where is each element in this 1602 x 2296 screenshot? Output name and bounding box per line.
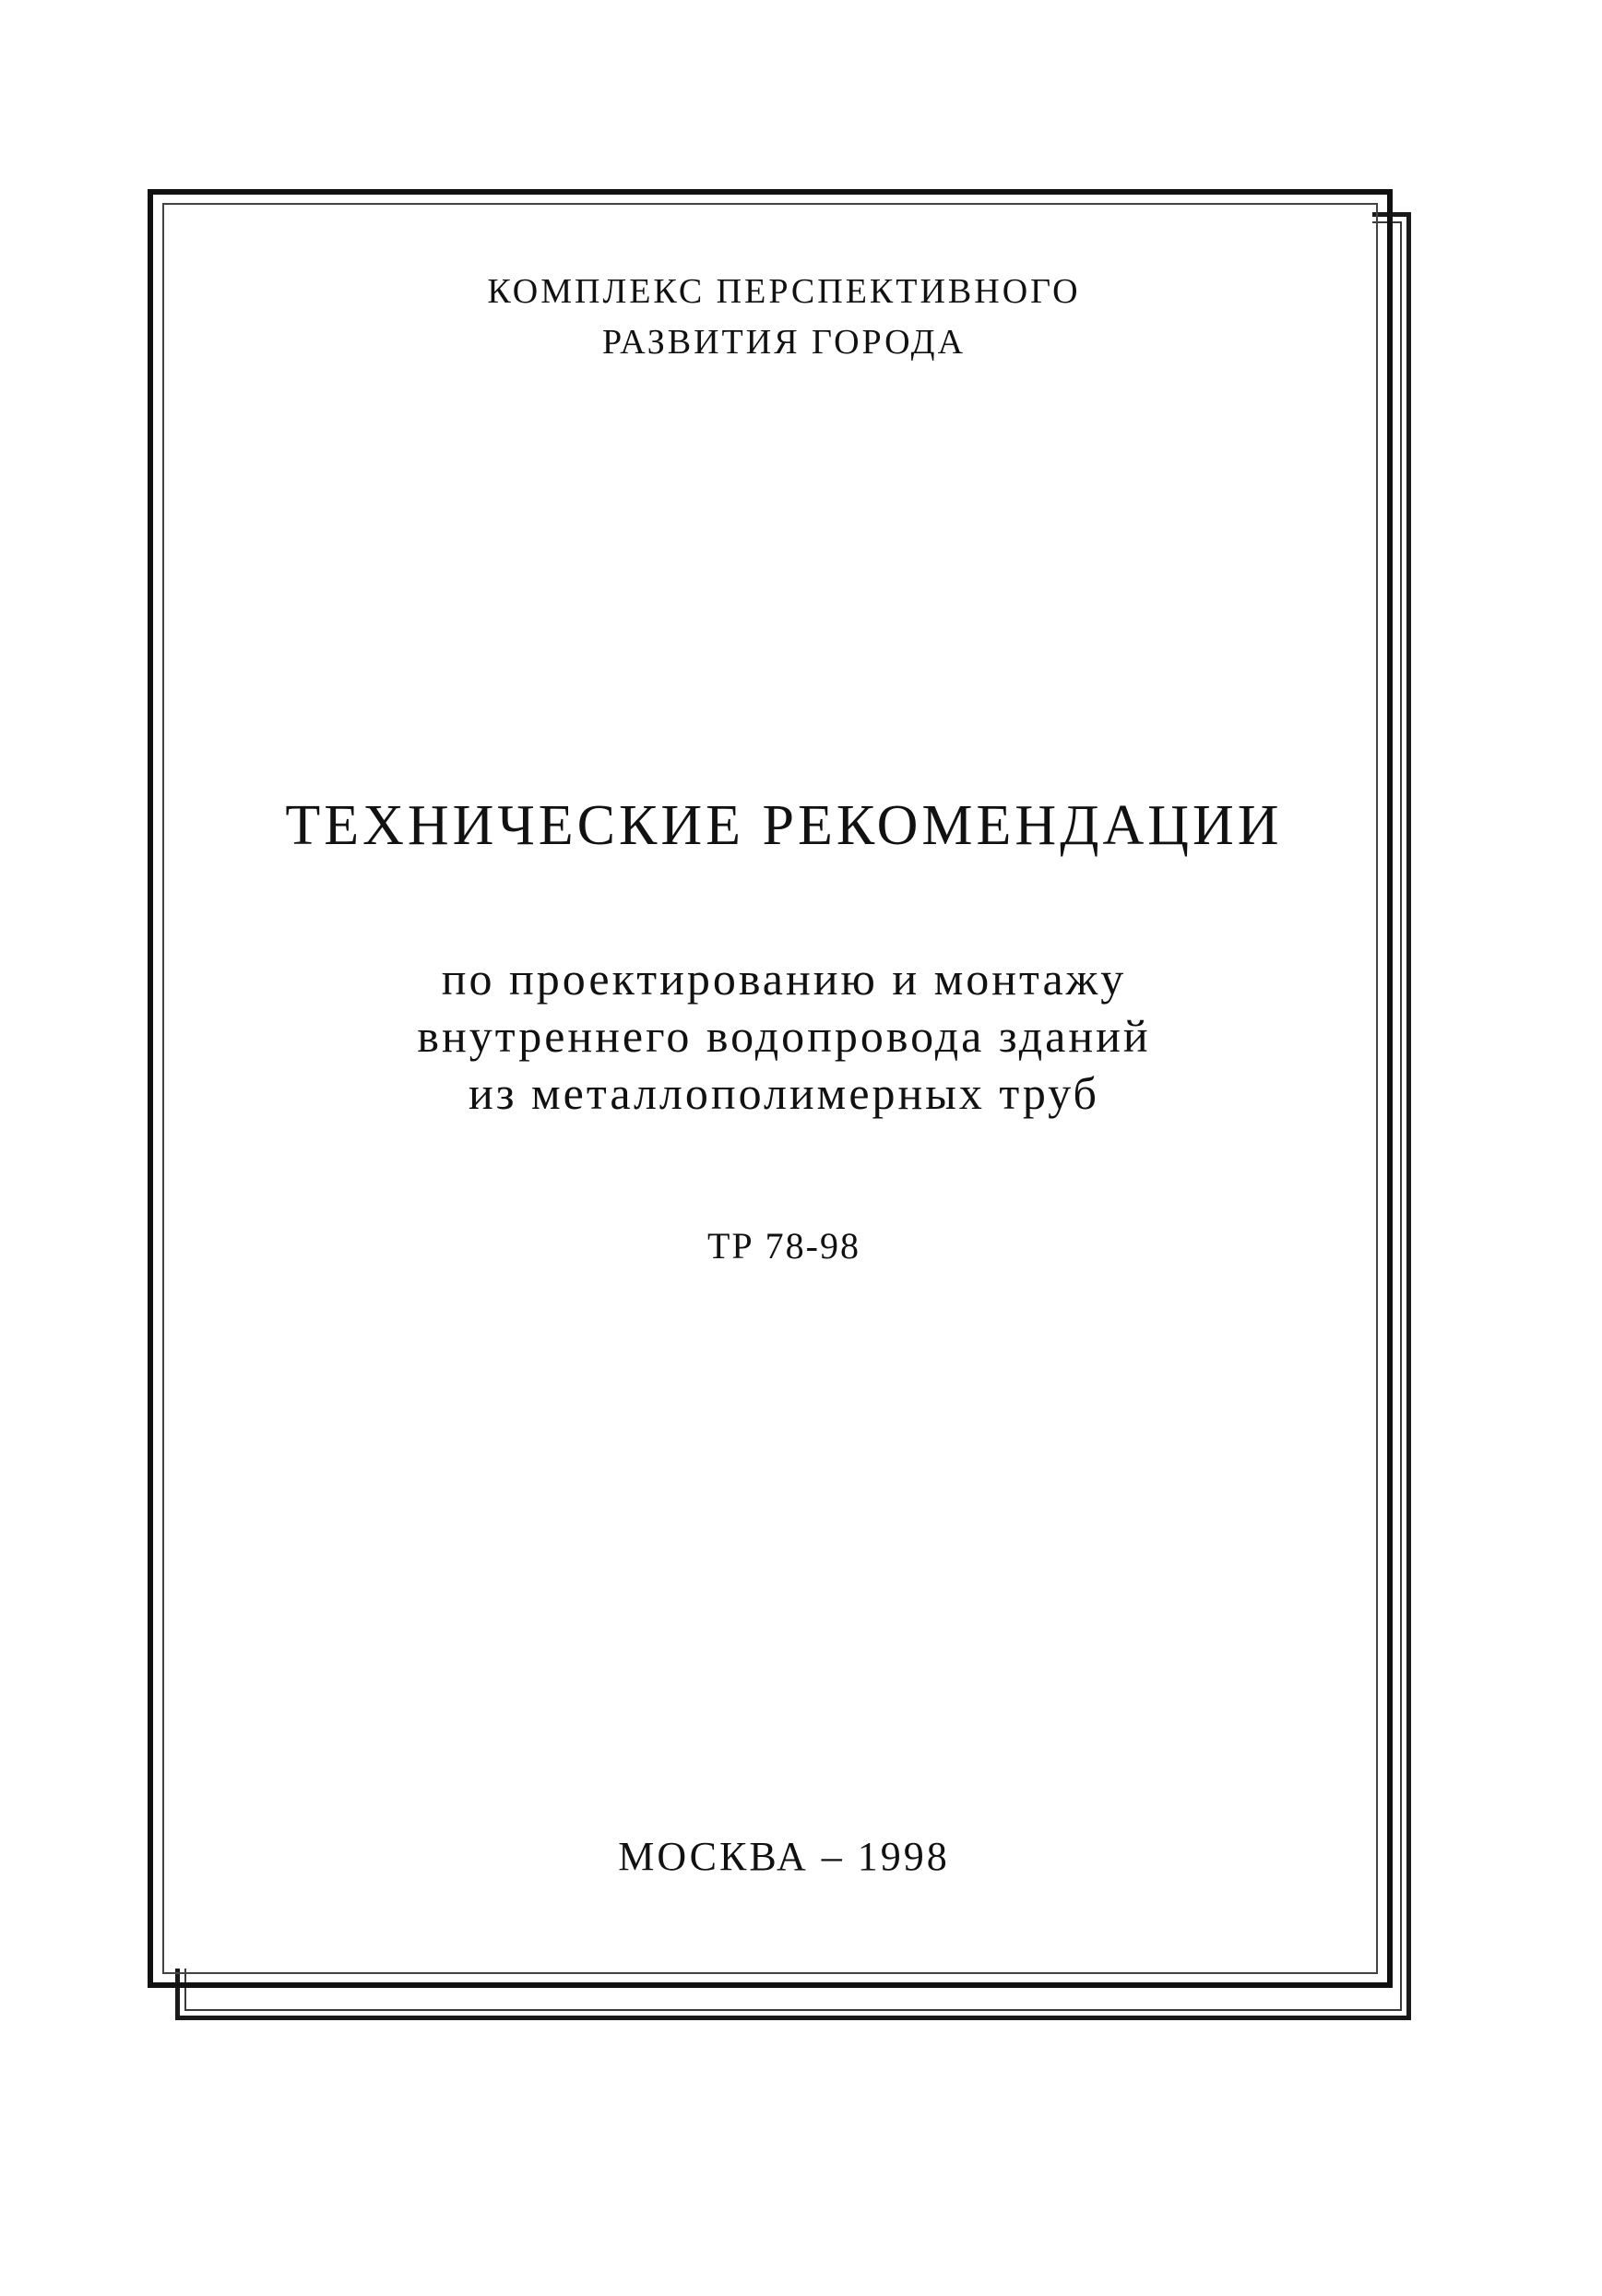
subtitle-line-3: из металлополимерных труб bbox=[469, 1067, 1099, 1119]
organization-line-2: РАЗВИТИЯ ГОРОДА bbox=[601, 323, 967, 362]
organization-line-1: КОМПЛЕКС ПЕРСПЕКТИВНОГО bbox=[487, 272, 1081, 311]
document-title: ТЕХНИЧЕСКИЕ РЕКОМЕНДАЦИИ bbox=[285, 794, 1283, 857]
document-code: ТР 78-98 bbox=[707, 1225, 860, 1267]
place-and-year: МОСКВА – 1998 bbox=[618, 1834, 950, 1879]
subtitle-line-2: внутреннего водопровода зданий bbox=[417, 1010, 1151, 1062]
subtitle-line-1: по проектированию и монтажу bbox=[441, 953, 1127, 1005]
